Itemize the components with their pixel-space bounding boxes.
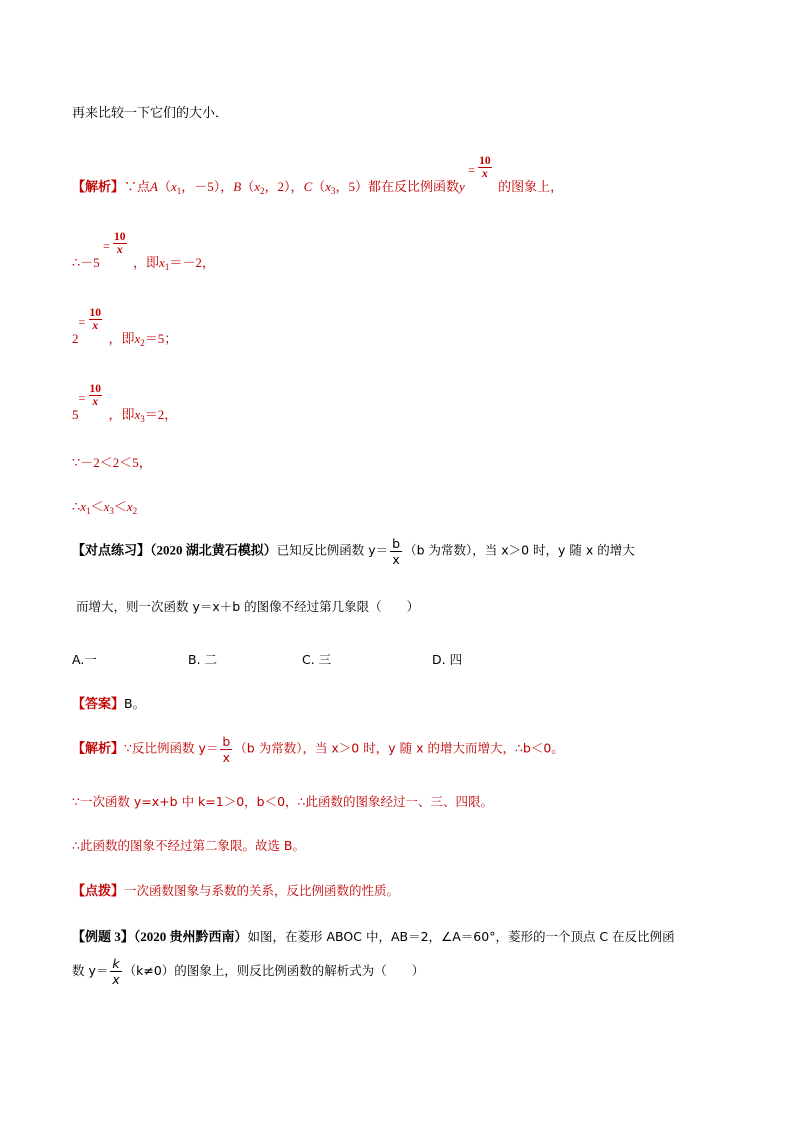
fraction-b-over-x: $\frac{b}{x}$	[392, 536, 401, 567]
option-b: B. 二	[188, 652, 218, 667]
fraction-k-over-x: $\frac{k}{x}$	[112, 956, 120, 987]
practice-tag: 【对点练习】	[72, 542, 151, 558]
option-a: A.一	[72, 652, 97, 667]
analysis-tag: 【解析】	[72, 179, 125, 194]
answer-tag: 【答案】	[72, 696, 125, 711]
fraction-10-over-x: = $\frac{10}{x}$	[78, 383, 101, 408]
practice-line-2: 而增大，则一次函数 y＝x＋b 的图像不经过第几象限（ ）	[76, 599, 420, 614]
example3-tag: 【例题 3】	[72, 929, 134, 944]
example3-line-2: 数 y＝ $\frac{k}{x}$ （k≠0）的图象上，则反比例函数的解析式为（ ）	[72, 956, 425, 987]
analysis2-tag: 【解析】	[72, 740, 125, 756]
option-c: C. 三	[302, 652, 332, 667]
step-2: 2 = $\frac{10}{x}$ ，即$x_2=5$；	[72, 307, 178, 348]
step-1: ∴－5 = $\frac{10}{x}$ ，即$x_1=-2$，	[72, 231, 215, 272]
analysis2-line-2: ∵一次函数 y=x+b 中 k=1＞0，b＜0，∴此函数的图象经过一、三、四限。	[72, 794, 494, 809]
fraction-b-over-x: $\frac{b}{x}$	[222, 734, 231, 765]
example3-line-1: 【例题 3】（2020 贵州黔西南）如图，在菱形 ABOC 中，AB＝2，∠A＝60°，菱形的一个顶点 C 在反比例函	[72, 929, 675, 944]
compare-line: ∵－2＜2＜5，	[72, 455, 152, 470]
tip-tag: 【点拨】	[72, 883, 125, 898]
option-d: D. 四	[432, 652, 463, 667]
intro-text: 再来比较一下它们的大小．	[72, 105, 229, 120]
analysis2-line-1: 【解析】∵反比例函数 y＝ $\frac{b}{x}$ （b 为常数），当 x＞0 时，y 随 x 的增大而增大，∴b＜0。	[72, 734, 564, 765]
step-3: 5 = $\frac{10}{x}$ ，即$x_3=2$，	[72, 383, 178, 424]
fraction-10-over-x: = $\frac{10}{x}$	[468, 155, 491, 180]
fraction-10-over-x: = $\frac{10}{x}$	[78, 307, 101, 332]
analysis-line-1: 【解析】∵点$A(x_1$，－5），$B(x_2$，2），$C(x_3$，5）都在反比例函数y = $\frac{10}{x}$ 的图象上，	[72, 155, 564, 196]
answer-line: 【答案】B。	[72, 696, 146, 711]
tip-line: 【点拨】一次函数图象与系数的关系，反比例函数的性质。	[72, 883, 400, 898]
analysis2-line-3: ∴此函数的图象不经过第二象限。故选 B。	[72, 838, 306, 853]
conclusion-line: $\therefore x_1<x_3<x_2$	[72, 499, 138, 516]
fraction-10-over-x: = $\frac{10}{x}$	[103, 231, 126, 256]
practice-line-1: 【对点练习】（2020 湖北黄石模拟）已知反比例函数 y＝ $\frac{b}{x}$ （b 为常数），当 x＞0 时，y 随 x 的增大	[72, 536, 635, 567]
